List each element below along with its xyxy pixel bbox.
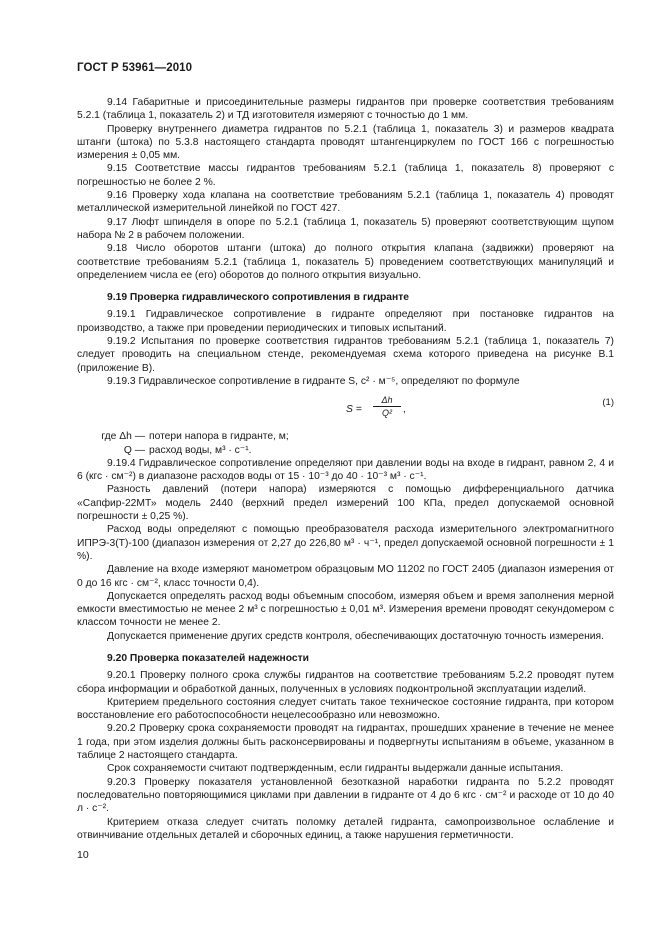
page-number: 10	[77, 849, 89, 861]
legend-row	[77, 444, 614, 457]
paragraph: Допускается определять расход воды объемным способом, измеряя объем и время заполнения мерной емкости вместимостью не менее 2 м³ с погрешностью ± 0,01 м³. Измерения времени проводят секундомером с классом точности не менее 2.	[77, 590, 614, 629]
paragraph: Срок сохраняемости считают подтвержденным, если гидранты выдержали данные испытания.	[107, 763, 564, 775]
paragraph: 9.14 Габаритные и присоединительные размеры гидрантов при проверке соответствия требованиям 5.2.1 (таблица 1, показатель 2) и ТД изготовителя измеряют с точностью до 1 мм.	[77, 97, 614, 122]
formula-legend	[77, 430, 614, 457]
formula-denominator: Q²	[382, 408, 392, 419]
legend-key: где Δh —	[101, 431, 145, 443]
formula-lhs: S =	[346, 404, 362, 416]
formula-comma: ,	[403, 404, 406, 416]
paragraph: Разность давлений (потери напора) измеряются с помощью дифференциального датчика «Сапфир-22МТ» модель 2440 (верхний предел измерений 100 КПа, предел допускаемой основной погрешности ± 0,25 %).	[77, 484, 614, 523]
paragraph: 9.19.1 Гидравлическое сопротивление в гидранте определяют при постановке гидрантов на производство, а также при проведении периодических и типовых испытаний.	[77, 309, 614, 334]
document-header: ГОСТ Р 53961—2010	[77, 62, 193, 74]
paragraph: 9.20.1 Проверку полного срока службы гидрантов на соответствие требованиям 5.2.2 проводят путем сбора информации и обработкой данных, полученных в условиях подконтрольной эксплуатации изделий.	[77, 670, 614, 695]
formula-1	[77, 394, 614, 424]
formula-numerator: Δh	[373, 394, 401, 407]
legend-key: Q —	[123, 444, 145, 456]
paragraph: 9.19.4 Гидравлическое сопротивление определяют при давлении воды на входе в гидрант, равном 2, 4 и 6 (кгс · см⁻²) в диапазоне расходов воды от 15 · 10⁻³ до 40 · 10⁻³ м³ · с⁻¹.	[77, 457, 614, 483]
paragraph: Критерием отказа следует считать поломку деталей гидранта, самопроизвольное ослабление и отвинчивание отдельных деталей и сборочных единиц, а также нарушения герметичности.	[77, 816, 614, 841]
paragraph: Расход воды определяют с помощью преобразователя расхода измерительного электромагнитного ИПРЭ-3(Т)-100 (диапазон измерения от 2,27 до 226,80 м³ · ч⁻¹, предел допускаемой основной погрешности ± 1 %).	[77, 524, 614, 562]
paragraph: 9.19.3 Гидравлическое сопротивление в гидранте S, с² · м⁻⁵, определяют по формуле	[107, 375, 520, 387]
paragraph: 9.20.2 Проверку срока сохраняемости проводят на гидрантах, прошедших хранение в течение не менее 1 года, при этом изделия должны быть расконсервированы и подвергнуты испытаниям в объеме, указанном в таблице 2 настоящего стандарта.	[77, 723, 614, 762]
legend-value: расход воды, м³ · с⁻¹.	[149, 444, 252, 456]
section-heading-9-20: 9.20 Проверка показателей надежности	[107, 652, 309, 664]
paragraph: 9.17 Люфт шпинделя в опоре по 5.2.1 (таблица 1, показатель 5) проверяют соответствующим щупом набора № 2 в рабочем положении.	[77, 216, 614, 241]
paragraph: 9.18 Число оборотов штанги (штока) до полного открытия клапана (задвижки) проверяют на соответствие требованиям 5.2.1 (таблица 1, показатель 5) проведением соответствующих манипуляций и определением числа ее (его) оборотов до полного открытия визуально.	[77, 243, 614, 281]
document-body	[77, 96, 614, 842]
section-heading-9-19: 9.19 Проверка гидравлического сопротивления в гидранте	[107, 292, 410, 304]
paragraph: Давление на входе измеряют манометром образцовым МО 11202 по ГОСТ 2405 (диапазон измерения от 0 до 16 кгс · см⁻², класс точности 0,4).	[77, 564, 614, 589]
formula-fraction	[373, 394, 401, 419]
paragraph: 9.15 Соответствие массы гидрантов требованиям 5.2.1 (таблица 1, показатель 8) проверяют с погрешностью не более 2 %.	[77, 163, 614, 188]
paragraph: Допускается применение других средств контроля, обеспечивающих достаточную точность измерения.	[107, 630, 604, 642]
paragraph: 9.20.3 Проверку показателя установленной безотказной наработки гидранта по 5.2.2 проводят последовательно повторяющимися циклами при давлении в гидранте от 4 до 6 кгс · см⁻² и расходе от 10 до 40 л · с⁻².	[77, 776, 614, 815]
formula-number: (1)	[602, 397, 614, 409]
paragraph: 9.16 Проверку хода клапана на соответствие требованиям 5.2.1 (таблица 1, показатель 4) проводят металлической измерительной линейкой по ГОСТ 427.	[77, 190, 614, 215]
paragraph: Критерием предельного состояния следует считать такое техническое состояние гидранта, при котором восстановление его работоспособности нецелесообразно или невозможно.	[77, 696, 614, 722]
legend-value: потери напора в гидранте, м;	[149, 431, 289, 443]
paragraph: 9.19.2 Испытания по проверке соответствия гидрантов требованиям 5.2.1 (таблица 1, показатель 7) следует проводить на специальном стенде, рекомендуемая схема которого приведена на рисунке В.1 (приложение В).	[77, 336, 614, 374]
paragraph: Проверку внутреннего диаметра гидрантов по 5.2.1 (таблица 1, показатель 3) и размеров квадрата штанги (штока) по 5.3.8 настоящего стандарта проводят штангенциркулем по ГОСТ 166 с погрешностью измерения ± 0,05 мм.	[77, 123, 614, 162]
legend-row	[77, 430, 614, 443]
